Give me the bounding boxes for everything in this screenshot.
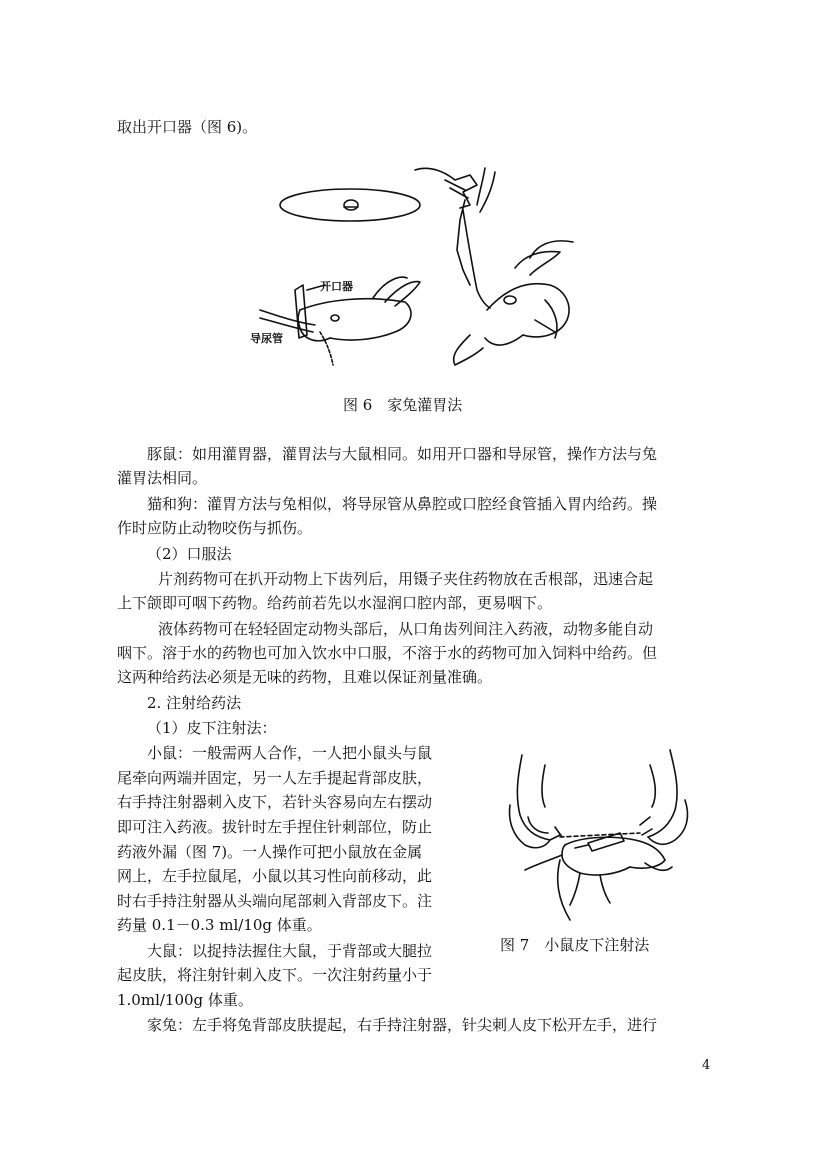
figure-6-illustration — [255, 160, 575, 375]
label-catheter: 导尿管 — [250, 332, 283, 345]
paragraph-mouse-6: 网上，左手拉鼠尾，小鼠以其习性向前移动，此 — [117, 867, 433, 885]
paragraph-liquid-2: 咽下。溶于水的药物也可加入饮水中口服，不溶于水的药物可加入饲料中给药。但 — [117, 644, 658, 662]
paragraph-tablet-2: 上下颌即可咽下药物。给药前若先以水湿润口腔内部，更易咽下。 — [117, 594, 553, 612]
page-number: 4 — [702, 1058, 711, 1073]
paragraph-liquid-1: 液体药物可在轻轻固定动物头部后，从口角齿列间注入药液，动物多能自动 — [158, 620, 654, 638]
paragraph-mouse-2: 尾牵向两端并固定，另一人左手提起背部皮肤， — [117, 769, 433, 787]
paragraph-mouse-5: 药液外漏（图 7)。一人操作可把小鼠放在金属 — [117, 843, 423, 861]
paragraph-rat-1: 大鼠：以捉持法握住大鼠，于背部或大腿拉 — [147, 942, 433, 960]
section-heading-injection: 2. 注射给药法 — [147, 694, 242, 712]
section-heading-oral: （2）口服法 — [147, 545, 232, 563]
paragraph-tablet-1: 片剂药物可在扒开动物上下齿列后，用镊子夹住药物放在舌根部，迅速合起 — [158, 570, 654, 588]
label-mouth-opener: 开口器 — [320, 280, 353, 293]
paragraph-rat-2: 起皮肤，将注射针刺入皮下。一次注射药量小于 — [117, 966, 433, 984]
figure-6-caption: 图 6 家兔灌胃法 — [343, 396, 463, 414]
paragraph-liquid-3: 这两种给药法必须是无味的药物，且难以保证剂量准确。 — [117, 668, 493, 686]
mouth-opener-disc — [280, 189, 420, 221]
paragraph-mouse-7: 时右手持注射器从头端向尾部刺入背部皮下。注 — [117, 892, 433, 910]
paragraph-mouse-8: 药量 0.1－0.3 ml/10g 体重。 — [117, 916, 322, 934]
paragraph-rat-3: 1.0ml/100g 体重。 — [117, 991, 253, 1009]
intro-line: 取出开口器（图 6)。 — [117, 118, 258, 136]
paragraph-mouse-4: 即可注入药液。拔针时左手捏住针刺部位，防止 — [117, 818, 433, 836]
paragraph-mouse-3: 右手持注射器刺入皮下，若针头容易向左右摆动 — [117, 793, 433, 811]
paragraph-rabbit-1: 家兔：左手将兔背部皮肤提起，右手持注射器，针尖刺人皮下松开左手，进行 — [147, 1016, 658, 1034]
figure-7-caption: 图 7 小鼠皮下注射法 — [500, 936, 650, 954]
paragraph-guinea-pig-2: 灌胃法相同。 — [117, 469, 208, 487]
section-heading-subcutaneous: （1）皮下注射法： — [147, 719, 277, 737]
figure-7-illustration — [500, 745, 695, 925]
paragraph-cat-dog-2: 作时应防止动物咬伤与抓伤。 — [117, 519, 313, 537]
paragraph-cat-dog-1: 猫和狗：灌胃方法与兔相似，将导尿管从鼻腔或口腔经食管插入胃内给药。操 — [147, 495, 658, 513]
paragraph-guinea-pig-1: 豚鼠：如用灌胃器，灌胃法与大鼠相同。如用开口器和导尿管，操作方法与兔 — [147, 445, 658, 463]
paragraph-mouse-1: 小鼠：一般需两人合作，一人把小鼠头与鼠 — [147, 744, 433, 762]
